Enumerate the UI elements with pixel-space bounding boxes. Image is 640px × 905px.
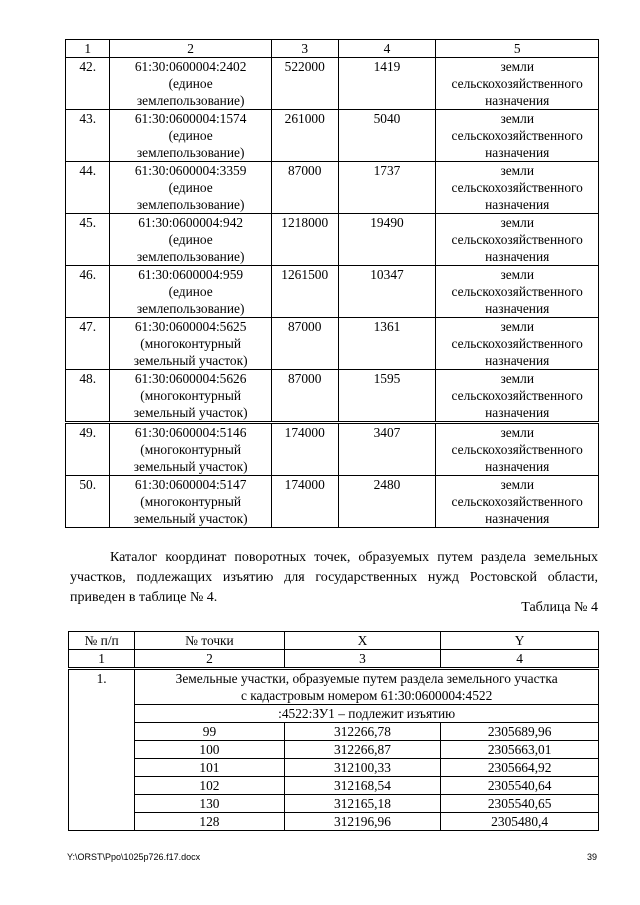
land-category-line: сельскохозяйственного <box>451 336 583 351</box>
cadastral-number <box>110 214 272 266</box>
point-number: 101 <box>135 759 284 777</box>
header-cell: 3 <box>271 40 338 58</box>
group-number: 1. <box>69 669 135 831</box>
header-cell: X <box>284 632 441 650</box>
land-category-line: земли <box>500 163 534 178</box>
column-number: 3 <box>284 650 441 669</box>
group-title-row <box>69 669 599 705</box>
point-row <box>69 777 599 795</box>
cadastral-number <box>110 266 272 318</box>
coord-y: 2305480,4 <box>441 813 599 831</box>
cadastral-number-line: земельный участок) <box>133 511 248 526</box>
cadastral-number-line: 61:30:0600004:5625 <box>134 319 247 334</box>
table-row <box>66 162 599 214</box>
point-row <box>69 741 599 759</box>
land-category-line: земли <box>500 477 534 492</box>
cadastral-number <box>110 423 272 476</box>
cadastral-number <box>110 476 272 528</box>
row-number: 50. <box>66 476 110 528</box>
point-row <box>69 795 599 813</box>
table-caption: Таблица № 4 <box>521 600 598 615</box>
file-path: Y:\ORST\Ppo\1025p726.f17.docx <box>67 852 201 862</box>
cadastral-number-line: землепользование) <box>136 145 245 160</box>
land-category-line: сельскохозяйственного <box>451 232 583 247</box>
land-category <box>436 423 599 476</box>
table-row <box>66 476 599 528</box>
cadastral-number-line: 61:30:0600004:2402 <box>134 59 247 74</box>
value: 1419 <box>338 58 436 110</box>
cadastral-number-line: землепользование) <box>136 249 245 264</box>
column-number: 2 <box>135 650 284 669</box>
group-title-line-2: с кадастровым номером 61:30:0600004:4522 <box>240 688 493 703</box>
row-number: 45. <box>66 214 110 266</box>
row-number: 46. <box>66 266 110 318</box>
cadastral-number-line: (многоконтурный <box>140 494 242 509</box>
value: 10347 <box>338 266 436 318</box>
cadastral-number <box>110 110 272 162</box>
group-title <box>135 669 599 705</box>
area: 261000 <box>271 110 338 162</box>
coordinates-table <box>68 631 599 831</box>
header-cell: 5 <box>436 40 599 58</box>
land-category-line: назначения <box>485 301 550 316</box>
area: 174000 <box>271 423 338 476</box>
coord-y: 2305664,92 <box>441 759 599 777</box>
land-category-line: сельскохозяйственного <box>451 180 583 195</box>
cadastral-number-line: 61:30:0600004:3359 <box>134 163 247 178</box>
header-cell: 1 <box>66 40 110 58</box>
header-cell: Y <box>441 632 599 650</box>
land-category-line: земли <box>500 111 534 126</box>
point-number: 99 <box>135 723 284 741</box>
row-number: 43. <box>66 110 110 162</box>
cadastral-number <box>110 370 272 423</box>
area: 1218000 <box>271 214 338 266</box>
table-row <box>66 110 599 162</box>
row-number: 48. <box>66 370 110 423</box>
cadastral-number-line: 61:30:0600004:942 <box>138 215 244 230</box>
land-category <box>436 214 599 266</box>
group-title-line-1: Земельные участки, образуемые путем раздела земельного участка <box>175 671 558 686</box>
land-category <box>436 110 599 162</box>
header-cell: 2 <box>110 40 272 58</box>
value: 3407 <box>338 423 436 476</box>
land-category <box>436 370 599 423</box>
land-plots-table <box>65 39 599 528</box>
area: 1261500 <box>271 266 338 318</box>
cadastral-number-line: земельный участок) <box>133 459 248 474</box>
area: 87000 <box>271 370 338 423</box>
table-row <box>66 370 599 423</box>
land-category-line: назначения <box>485 459 550 474</box>
row-number: 49. <box>66 423 110 476</box>
table-row <box>66 266 599 318</box>
cadastral-number-line: (многоконтурный <box>140 336 242 351</box>
cadastral-number <box>110 162 272 214</box>
coord-x: 312266,87 <box>284 741 441 759</box>
land-category <box>436 162 599 214</box>
point-number: 102 <box>135 777 284 795</box>
land-category-line: назначения <box>485 249 550 264</box>
value: 1737 <box>338 162 436 214</box>
point-row <box>69 813 599 831</box>
subgroup-title: :4522:ЗУ1 – подлежит изъятию <box>135 705 599 723</box>
land-category-line: назначения <box>485 511 550 526</box>
table-row <box>66 318 599 370</box>
land-category <box>436 266 599 318</box>
land-category-line: сельскохозяйственного <box>451 76 583 91</box>
point-number: 128 <box>135 813 284 831</box>
cadastral-number-line: (единое <box>168 76 213 91</box>
page-number: 39 <box>586 852 597 862</box>
cadastral-number-line: землепользование) <box>136 301 245 316</box>
value: 5040 <box>338 110 436 162</box>
land-category-line: земли <box>500 59 534 74</box>
cadastral-number-line: землепользование) <box>136 197 245 212</box>
coord-y: 2305663,01 <box>441 741 599 759</box>
table-row <box>66 214 599 266</box>
coord-x: 312100,33 <box>284 759 441 777</box>
cadastral-number-line: (единое <box>168 284 213 299</box>
row-number: 47. <box>66 318 110 370</box>
point-number: 130 <box>135 795 284 813</box>
table-row <box>66 423 599 476</box>
land-category <box>436 476 599 528</box>
land-category-line: земли <box>500 371 534 386</box>
land-category-line: назначения <box>485 353 550 368</box>
cadastral-number-line: земельный участок) <box>133 353 248 368</box>
cadastral-number-line: земельный участок) <box>133 405 248 420</box>
land-category-line: сельскохозяйственного <box>451 388 583 403</box>
land-category-line: сельскохозяйственного <box>451 442 583 457</box>
cadastral-number-line: (единое <box>168 128 213 143</box>
value: 1595 <box>338 370 436 423</box>
land-category-line: земли <box>500 267 534 282</box>
land-category-line: назначения <box>485 145 550 160</box>
coord-y: 2305689,96 <box>441 723 599 741</box>
land-category-line: земли <box>500 215 534 230</box>
land-category-line: назначения <box>485 405 550 420</box>
catalog-paragraph: Каталог координат поворотных точек, образуемых путем раздела земельных участков, подлежащих изъятию для государственных нужд Ростовской области, приведен в таблице № 4. <box>70 550 598 605</box>
land-category-line: сельскохозяйственного <box>451 494 583 509</box>
column-number: 1 <box>69 650 135 669</box>
cadastral-number-line: 61:30:0600004:959 <box>138 267 244 282</box>
area: 87000 <box>271 318 338 370</box>
land-category-line: земли <box>500 319 534 334</box>
cadastral-number-line: 61:30:0600004:5146 <box>134 425 247 440</box>
land-category-line: сельскохозяйственного <box>451 284 583 299</box>
cadastral-number-line: (многоконтурный <box>140 388 242 403</box>
land-category <box>436 58 599 110</box>
cadastral-number-line: 61:30:0600004:1574 <box>134 111 247 126</box>
row-number: 42. <box>66 58 110 110</box>
area: 174000 <box>271 476 338 528</box>
table-header-row <box>66 40 599 58</box>
page-footer <box>67 852 597 862</box>
coord-y: 2305540,64 <box>441 777 599 795</box>
area: 522000 <box>271 58 338 110</box>
land-category-line: назначения <box>485 93 550 108</box>
land-category-line: земли <box>500 425 534 440</box>
cadastral-number-line: (единое <box>168 232 213 247</box>
cadastral-number <box>110 318 272 370</box>
land-category <box>436 318 599 370</box>
coord-y: 2305540,65 <box>441 795 599 813</box>
column-number: 4 <box>441 650 599 669</box>
column-numbers-row <box>69 650 599 669</box>
value: 19490 <box>338 214 436 266</box>
coord-x: 312266,78 <box>284 723 441 741</box>
table-header-row <box>69 632 599 650</box>
header-cell: № точки <box>135 632 284 650</box>
point-number: 100 <box>135 741 284 759</box>
cadastral-number-line: (единое <box>168 180 213 195</box>
subgroup-row <box>69 705 599 723</box>
point-row <box>69 723 599 741</box>
area: 87000 <box>271 162 338 214</box>
cadastral-number-line: 61:30:0600004:5147 <box>134 477 247 492</box>
header-cell: № п/п <box>69 632 135 650</box>
row-number: 44. <box>66 162 110 214</box>
value: 1361 <box>338 318 436 370</box>
coord-x: 312196,96 <box>284 813 441 831</box>
cadastral-number-line: 61:30:0600004:5626 <box>134 371 247 386</box>
coord-x: 312168,54 <box>284 777 441 795</box>
value: 2480 <box>338 476 436 528</box>
cadastral-number-line: (многоконтурный <box>140 442 242 457</box>
cadastral-number <box>110 58 272 110</box>
table-row <box>66 58 599 110</box>
header-cell: 4 <box>338 40 436 58</box>
land-category-line: назначения <box>485 197 550 212</box>
point-row <box>69 759 599 777</box>
cadastral-number-line: землепользование) <box>136 93 245 108</box>
land-category-line: сельскохозяйственного <box>451 128 583 143</box>
coord-x: 312165,18 <box>284 795 441 813</box>
